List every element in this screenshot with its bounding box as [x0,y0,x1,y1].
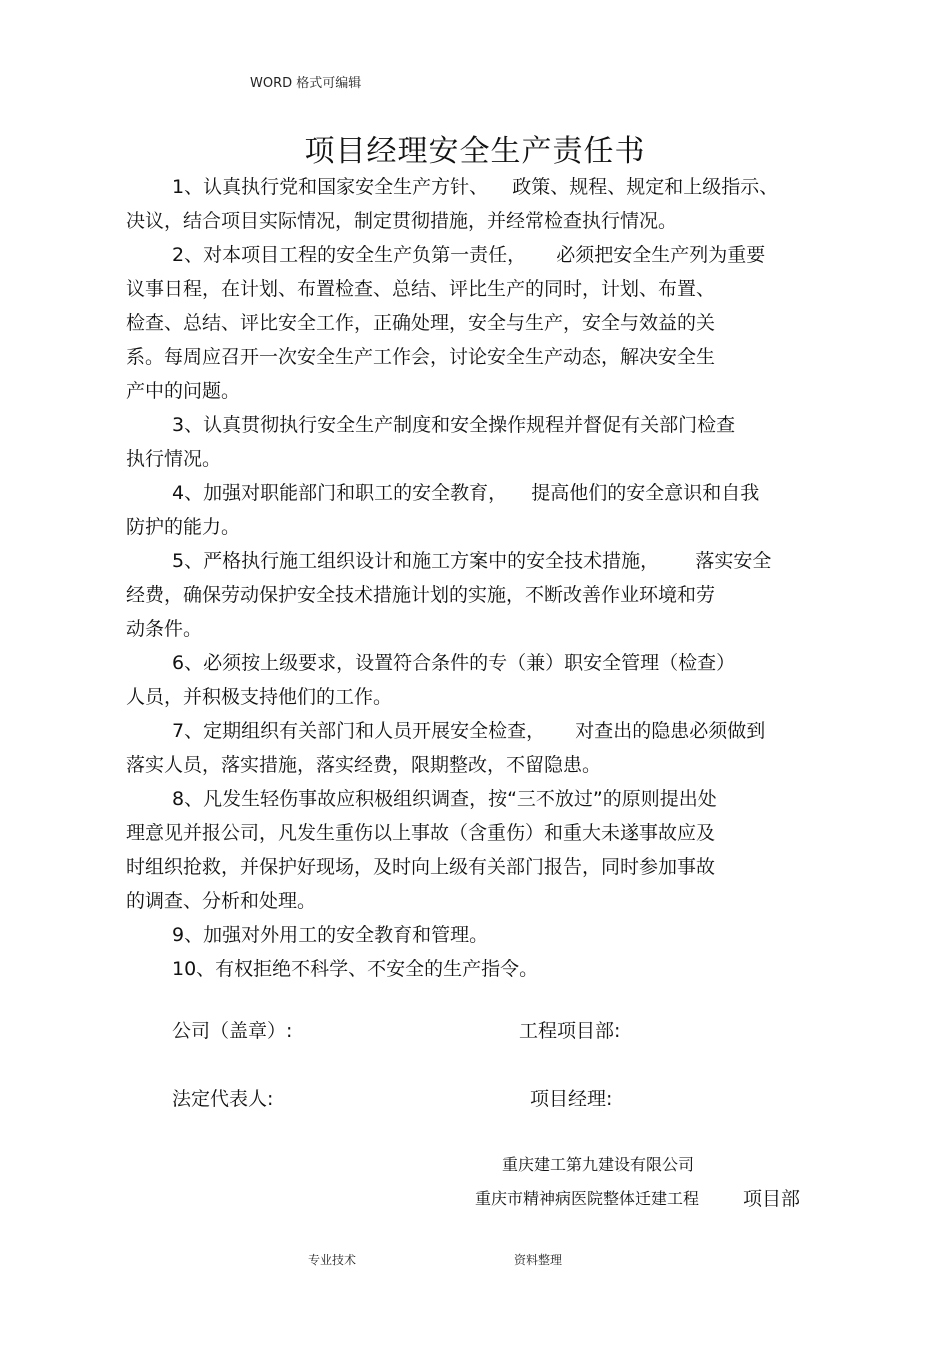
clause-line: 防护的能力。 [126,516,241,538]
footer-right: 资料整理 [514,1253,563,1267]
clause-line: 的调查、分析和处理。 [126,890,317,912]
clause-line: 6、必须按上级要求，设置符合条件的专（兼）职安全管理（检查） [172,652,736,674]
clause-line: 10、有权拒绝不科学、不安全的生产指令。 [172,958,539,980]
document-title: 项目经理安全生产责任书 [304,134,646,169]
clause-line: 9、加强对外用工的安全教育和管理。 [172,924,489,946]
clause-line: 决议，结合项目实际情况，制定贯彻措施，并经常检查执行情况。 [126,210,678,232]
clause-7 [126,714,826,782]
clause-line: 8、凡发生轻伤事故应积极组织调查，按“三不放过”的原则提出处 [172,788,717,810]
legal-rep-label: 法定代表人: [172,1088,274,1110]
company-seal-label: 公司（盖章）: [172,1020,293,1042]
clause-line: 理意见并报公司，凡发生重伤以上事故（含重伤）和重大未遂事故应及 [126,822,716,844]
project-name: 重庆市精神病医院整体迁建工程 [475,1189,700,1208]
clause-10 [126,952,826,986]
clause-line: 1、认真执行党和国家安全生产方针、 政策、规程、规定和上级指示、 [172,176,779,198]
clause-line: 5、严格执行施工组织设计和施工方案中的安全技术措施， 落实安全 [172,550,772,572]
clause-line: 7、定期组织有关部门和人员开展安全检查， 对查出的隐患必须做到 [172,720,766,742]
project-suffix: 项目部 [743,1188,801,1210]
clause-line: 3、认真贯彻执行安全生产制度和安全操作规程并督促有关部门检查 [172,414,736,436]
clause-6 [126,646,826,714]
project-dept-label: 工程项目部: [519,1020,621,1042]
clause-line: 议事日程，在计划、布置检查、总结、评比生产的同时，计划、布置、 [126,278,716,300]
clause-line: 检查、总结、评比安全工作，正确处理，安全与生产，安全与效益的关 [126,312,716,334]
clause-line: 人员，并积极支持他们的工作。 [126,686,393,708]
clause-1 [126,170,826,238]
clause-2 [126,238,826,408]
clause-line: 执行情况。 [126,448,222,470]
clause-line: 系。每周应召开一次安全生产工作会，讨论安全生产动态，解决安全生 [126,346,716,368]
company-name: 重庆建工第九建设有限公司 [502,1155,695,1174]
clause-8 [126,782,826,918]
clause-line: 2、对本项目工程的安全生产负第一责任， 必须把安全生产列为重要 [172,244,766,266]
clause-line: 落实人员，落实措施，落实经费，限期整改，不留隐患。 [126,754,602,776]
clause-line: 产中的问题。 [126,380,241,402]
clause-5 [126,544,826,646]
clause-3 [126,408,826,476]
clause-line: 4、加强对职能部门和职工的安全教育， 提高他们的安全意识和自我 [172,482,760,504]
clause-9 [126,918,826,952]
clause-4 [126,476,826,544]
header-note: WORD 格式可编辑 [250,76,362,91]
clause-line: 动条件。 [126,618,203,640]
footer-left: 专业技术 [308,1253,357,1267]
clause-line: 时组织抢救，并保护好现场，及时向上级有关部门报告，同时参加事故 [126,856,716,878]
clause-line: 经费，确保劳动保护安全技术措施计划的实施，不断改善作业环境和劳 [126,584,716,606]
project-manager-label: 项目经理: [530,1088,613,1110]
